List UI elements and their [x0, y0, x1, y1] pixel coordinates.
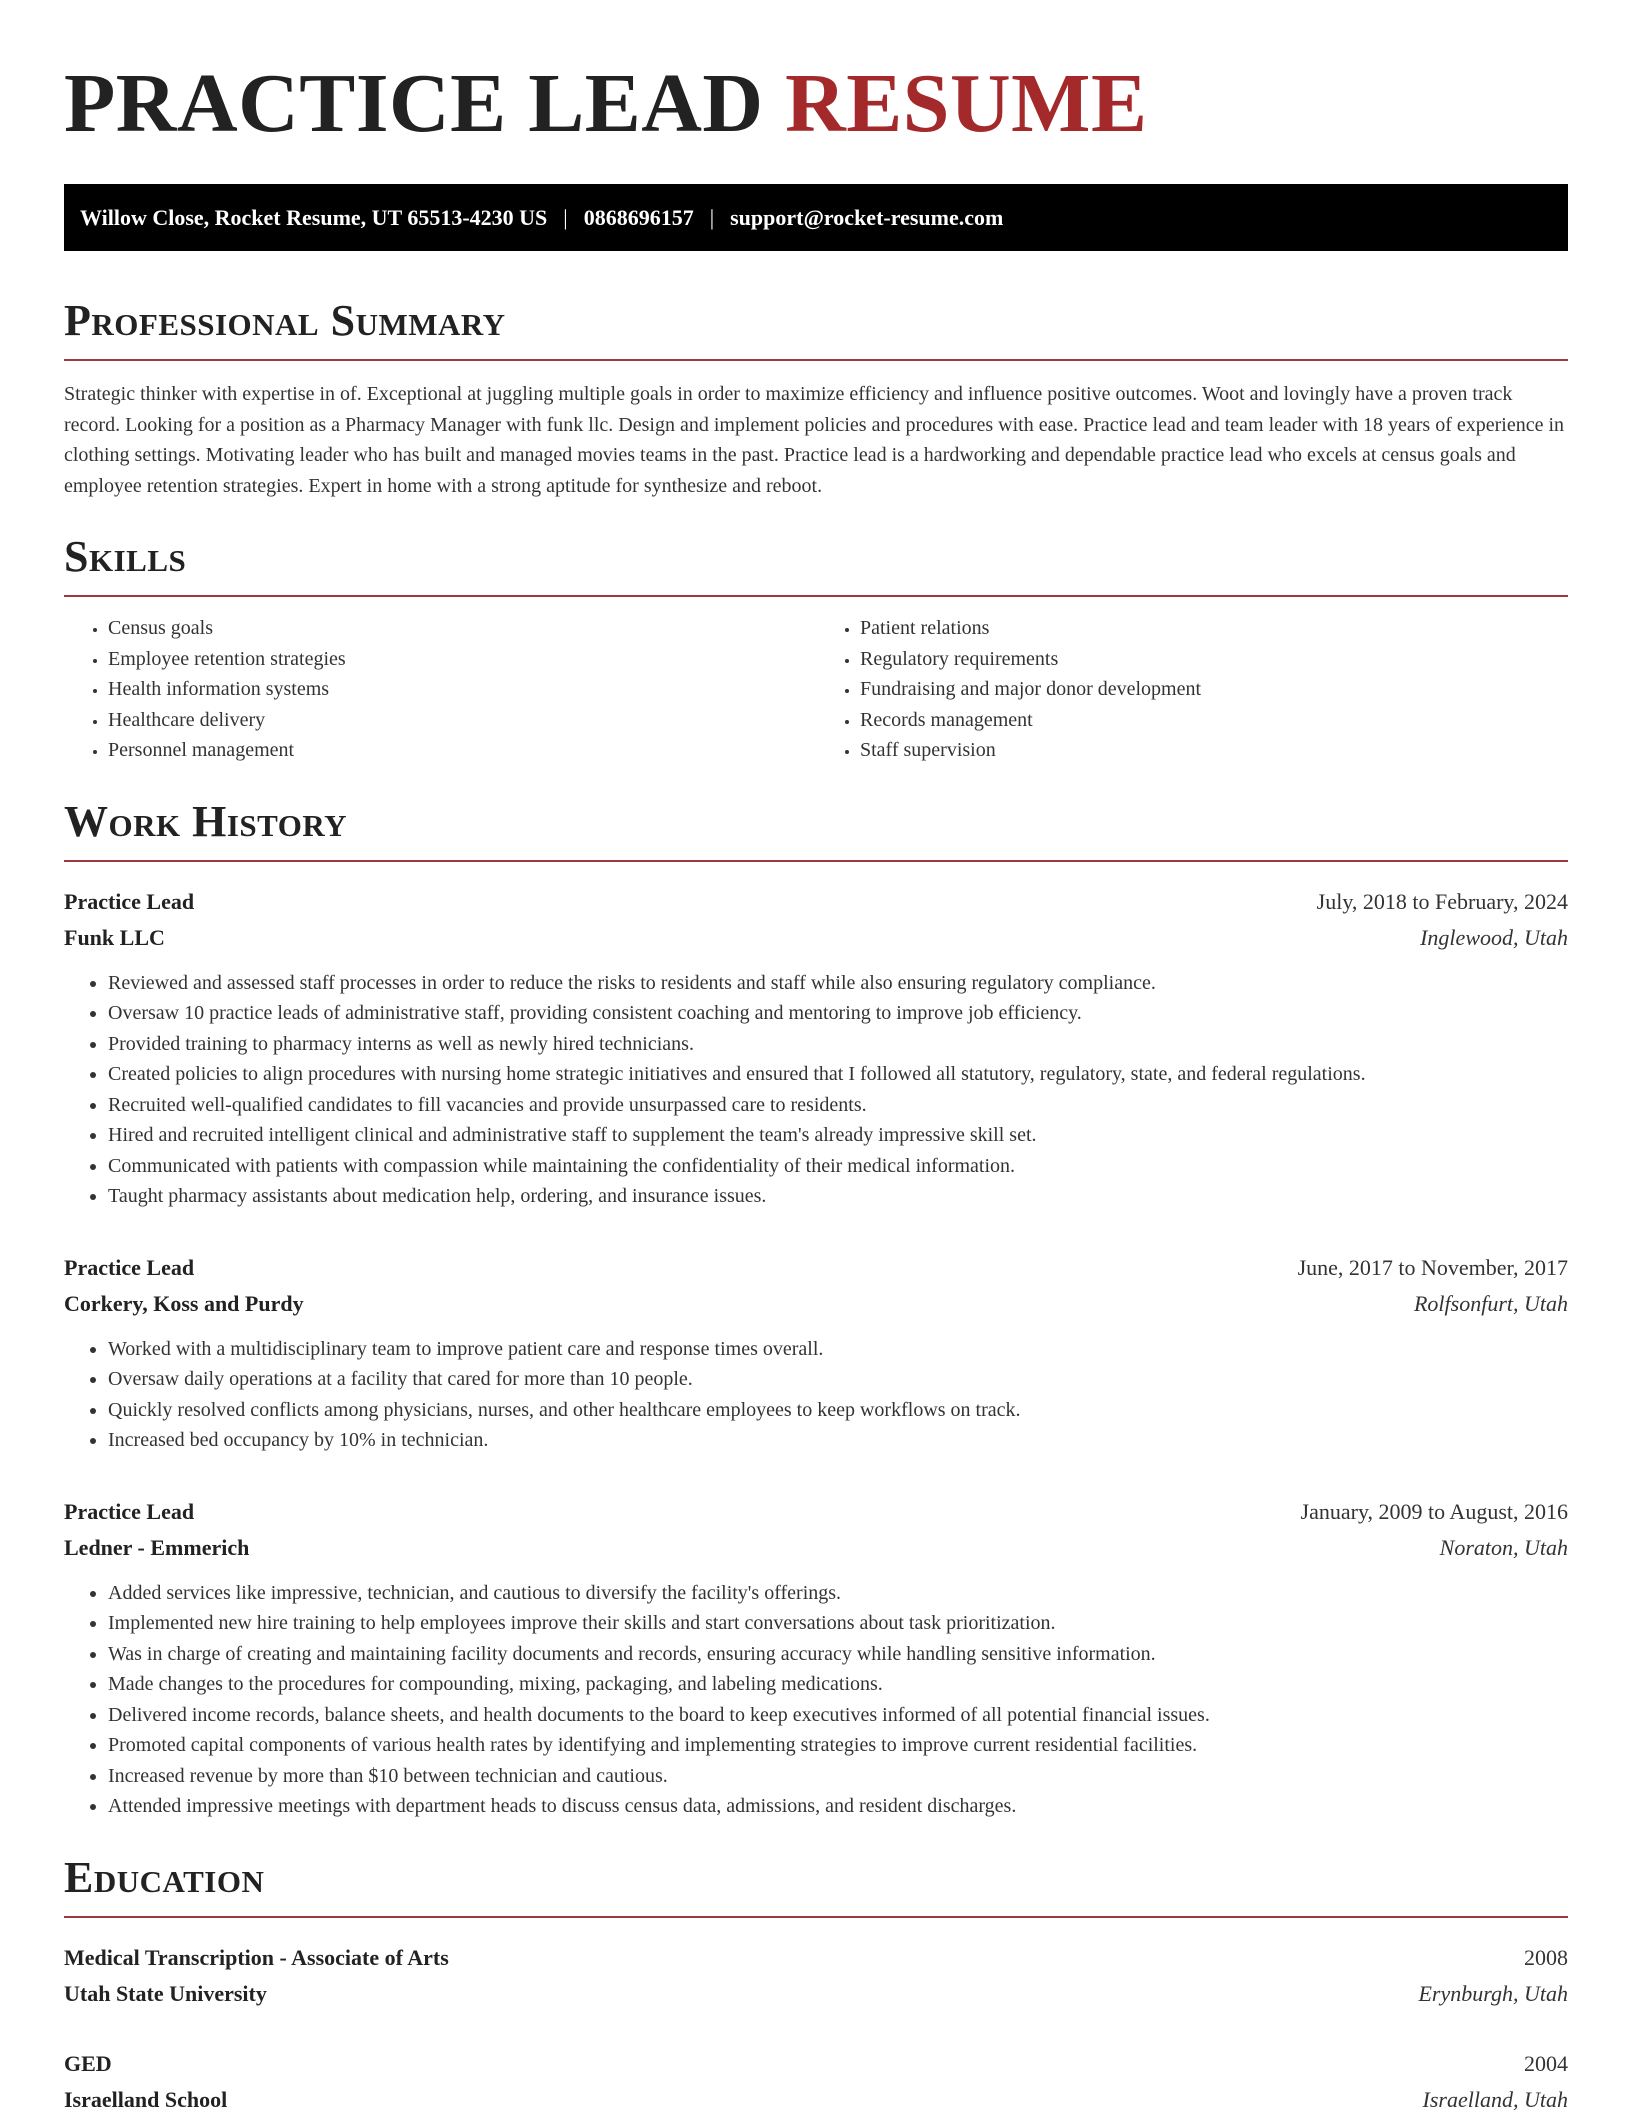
- education-location: Erynburgh, Utah: [1418, 1980, 1568, 2006]
- job-bullet: • Provided training to pharmacy interns as well as newly hired technicians.: [108, 1029, 1568, 1060]
- section-divider: [64, 860, 1568, 862]
- job-header-row: [64, 1250, 1568, 1286]
- section-divider: [64, 1916, 1568, 1918]
- contact-separator: |: [563, 204, 568, 230]
- education-degree: GED: [64, 2050, 112, 2076]
- skill-item: • Records management: [860, 705, 1568, 736]
- job-bullet: • Reviewed and assessed staff processes in order to reduce the risks to residents and staff while also ensuring regulatory compliance.: [108, 968, 1568, 999]
- job-bullet: • Oversaw 10 practice leads of administrative staff, providing consistent coaching and mentoring to improve job efficiency.: [108, 998, 1568, 1029]
- job-bullets: [64, 1334, 1568, 1456]
- skill-item: • Healthcare delivery: [108, 705, 816, 736]
- job-bullet: • Promoted capital components of various health rates by identifying and implementing strategies to improve current residential facilities.: [108, 1730, 1568, 1761]
- job-bullet: • Worked with a multidisciplinary team to improve patient care and response times overall.: [108, 1334, 1568, 1365]
- resume-page: [64, 0, 1568, 2118]
- job-header-row: [64, 884, 1568, 920]
- job-bullets: [64, 1578, 1568, 1822]
- job-entry: [64, 1494, 1568, 1822]
- education-entry: [64, 2046, 1568, 2118]
- job-bullet: • Quickly resolved conflicts among physicians, nurses, and other healthcare employees to keep workflows on track.: [108, 1395, 1568, 1426]
- skill-item: • Patient relations: [860, 613, 1568, 644]
- education-school-row: [64, 1976, 1568, 2012]
- contact-bar: [64, 184, 1568, 251]
- summary-heading: Professional Summary: [64, 296, 506, 345]
- section-divider: [64, 595, 1568, 597]
- job-bullet: • Hired and recruited intelligent clinical and administrative staff to supplement the team's already impressive skill set.: [108, 1120, 1568, 1151]
- skills-section: [64, 531, 1568, 766]
- job-entry: [64, 1250, 1568, 1456]
- job-header-row: [64, 1494, 1568, 1530]
- education-header-row: [64, 1940, 1568, 1976]
- job-title: Practice Lead: [64, 888, 195, 914]
- job-company: Funk LLC: [64, 924, 165, 950]
- job-bullets: [64, 968, 1568, 1212]
- skill-item: • Regulatory requirements: [860, 644, 1568, 675]
- job-location: Rolfsonfurt, Utah: [1413, 1290, 1568, 1316]
- education-school-row: [64, 2082, 1568, 2118]
- job-bullet: • Taught pharmacy assistants about medication help, ordering, and insurance issues.: [108, 1181, 1568, 1212]
- job-bullet: • Communicated with patients with compassion while maintaining the confidentiality of their medical information.: [108, 1151, 1568, 1182]
- job-entry: [64, 884, 1568, 1212]
- skill-item: • Staff supervision: [860, 735, 1568, 766]
- education-year: 2008: [1524, 1944, 1568, 1970]
- job-title: Practice Lead: [64, 1498, 195, 1524]
- education-location: Israelland, Utah: [1422, 2086, 1568, 2112]
- job-bullet: • Delivered income records, balance sheets, and health documents to the board to keep executives informed of all potential financial issues.: [108, 1700, 1568, 1731]
- job-company-row: [64, 1286, 1568, 1322]
- job-location: Inglewood, Utah: [1420, 924, 1568, 950]
- job-bullet: • Implemented new hire training to help employees improve their skills and start conversations about task prioritization.: [108, 1608, 1568, 1639]
- job-bullet: • Added services like impressive, technician, and cautious to diversify the facility's offerings.: [108, 1578, 1568, 1609]
- skill-item: • Employee retention strategies: [108, 644, 816, 675]
- job-bullet: • Recruited well-qualified candidates to fill vacancies and provide unsurpassed care to residents.: [108, 1090, 1568, 1121]
- job-bullet: • Made changes to the procedures for compounding, mixing, packaging, and labeling medications.: [108, 1669, 1568, 1700]
- skill-item: • Fundraising and major donor development: [860, 674, 1568, 705]
- job-bullet: • Oversaw daily operations at a facility that cared for more than 10 people.: [108, 1364, 1568, 1395]
- title-accent: RESUME: [785, 57, 1148, 150]
- education-heading: Education: [64, 1852, 265, 1902]
- summary-section: [64, 295, 1568, 501]
- skills-columns: [64, 613, 1568, 766]
- work-history-heading: Work History: [64, 796, 348, 846]
- skills-list-left: [64, 613, 816, 766]
- job-bullet: • Created policies to align procedures with nursing home strategic initiatives and ensured that I followed all statutory, regulatory, state, and federal regulations.: [108, 1059, 1568, 1090]
- skills-heading: Skills: [64, 532, 187, 581]
- skill-item: • Census goals: [108, 613, 816, 644]
- title-main: PRACTICE LEAD: [64, 57, 764, 150]
- job-company: Ledner - Emmerich: [64, 1534, 250, 1560]
- job-bullet: • Increased revenue by more than $10 between technician and cautious.: [108, 1761, 1568, 1792]
- job-company-row: [64, 1530, 1568, 1566]
- job-bullet: • Attended impressive meetings with department heads to discuss census data, admissions, and resident discharges.: [108, 1791, 1568, 1822]
- job-title: Practice Lead: [64, 1254, 195, 1280]
- education-degree: Medical Transcription - Associate of Arts: [64, 1944, 449, 1970]
- job-dates: January, 2009 to August, 2016: [1300, 1498, 1568, 1524]
- job-company-row: [64, 920, 1568, 956]
- job-location: Noraton, Utah: [1439, 1534, 1568, 1560]
- education-year: 2004: [1524, 2050, 1568, 2076]
- contact-email: support@rocket-resume.com: [730, 204, 1004, 230]
- contact-phone: 0868696157: [583, 204, 694, 230]
- education-school: Israelland School: [64, 2086, 228, 2112]
- education-header-row: [64, 2046, 1568, 2082]
- education-school: Utah State University: [64, 1980, 267, 2006]
- job-company: Corkery, Koss and Purdy: [64, 1290, 304, 1316]
- job-bullet: • Increased bed occupancy by 10% in technician.: [108, 1425, 1568, 1456]
- resume-title: [64, 56, 1568, 152]
- skill-item: • Personnel management: [108, 735, 816, 766]
- job-dates: June, 2017 to November, 2017: [1297, 1254, 1568, 1280]
- education-section: [64, 1852, 1568, 2118]
- education-entry: [64, 1940, 1568, 2012]
- summary-text: Strategic thinker with expertise in of. Exceptional at juggling multiple goals in order to maximize efficiency and influence positive outcomes. Woot and lovingly have a proven track record. Looking for a position as a Pharmacy Manager with funk llc. Design and implement policies and procedures with ease. Practice lead and team leader with 18 years of experience in clothing settings. Motivating leader who has built and managed movies teams in the past. Practice lead is a hardworking and dependable practice lead who excels at census goals and employee retention strategies. Expert in home with a strong aptitude for synthesize and reboot.: [64, 383, 1565, 497]
- job-bullet: • Was in charge of creating and maintaining facility documents and records, ensuring accuracy while handling sensitive information.: [108, 1639, 1568, 1670]
- work-history-section: [64, 796, 1568, 1822]
- contact-separator: |: [709, 204, 715, 230]
- job-dates: July, 2018 to February, 2024: [1316, 888, 1568, 914]
- section-divider: [64, 359, 1568, 361]
- skills-list-right: [816, 613, 1568, 766]
- contact-address: Willow Close, Rocket Resume, UT 65513-4230 US: [80, 204, 548, 230]
- skill-item: • Health information systems: [108, 674, 816, 705]
